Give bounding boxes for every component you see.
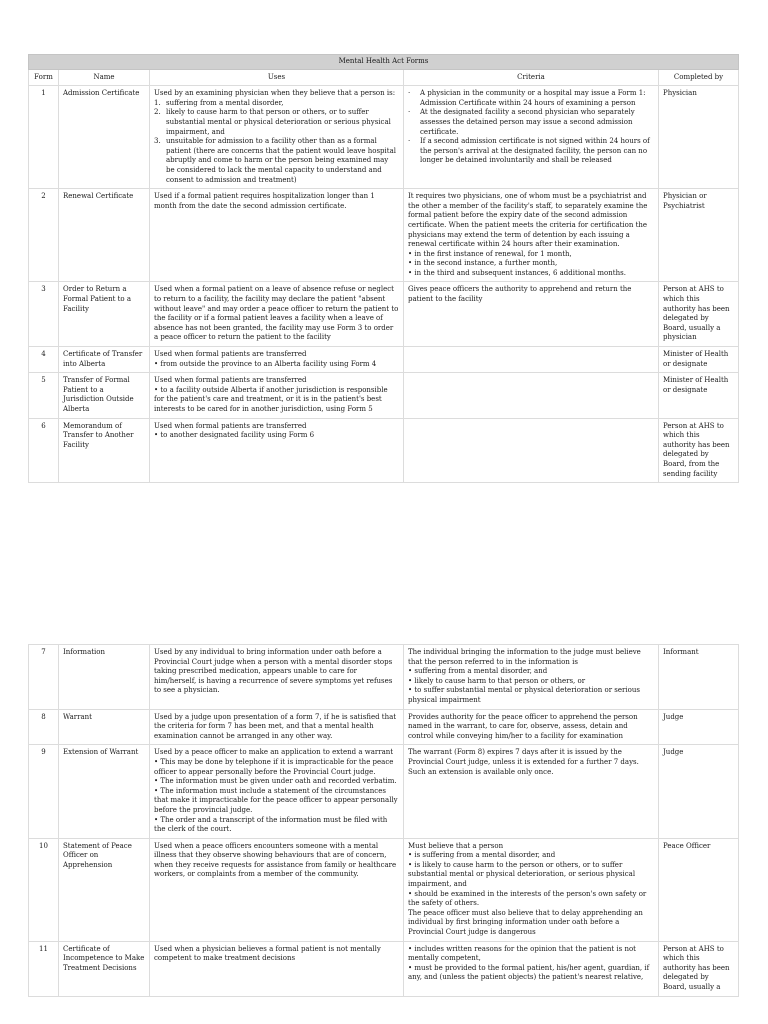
criteria-cell: [404, 282, 659, 347]
forms-table: [28, 54, 739, 483]
table-row: [29, 838, 739, 941]
uses-cell: [150, 645, 404, 710]
criteria-cell: [404, 745, 659, 838]
criteria-line: • is likely to cause harm to the person or others, or to suffer substantial mental or physical deterioration, or serious physical impairment, and: [408, 860, 636, 889]
table-row: [29, 745, 739, 838]
form-name: Admission Certificate: [59, 86, 150, 189]
uses-cell: [150, 347, 404, 373]
forms-table-page-2: [28, 644, 738, 997]
form-name: Certificate of Transfer into Alberta: [59, 347, 150, 373]
uses-text: Used when formal patients are transferred: [154, 376, 307, 385]
form-number: 1: [29, 86, 59, 189]
table-row: [29, 941, 739, 996]
list-marker: ·: [408, 137, 411, 146]
criteria-line: • in the second instance, a further month,: [408, 259, 558, 268]
uses-line: • The information must be given under oath and recorded verbatim.: [154, 777, 397, 786]
list-item-text: unsuitable for admission to a facility other than as a formal patient (there are concerns that the patient would leave hospital abruptly and come to harm or the person being examined may be considered to lack the mental capacity to understand and consent to admission and treatment): [166, 137, 396, 184]
completed-by: Minister of Health or designate: [659, 347, 739, 373]
header-uses: Uses: [150, 69, 404, 86]
form-name: Order to Return a Formal Patient to a Facility: [59, 282, 150, 347]
header-criteria: Criteria: [404, 69, 659, 86]
form-number: 6: [29, 418, 59, 483]
criteria-cell: [404, 373, 659, 418]
form-number: 7: [29, 645, 59, 710]
table-title: Mental Health Act Forms: [29, 55, 739, 70]
criteria-cell: [404, 645, 659, 710]
criteria-line: • in the third and subsequent instances, 6 additional months.: [408, 268, 626, 277]
table-row: [29, 645, 739, 710]
uses-line: • to a facility outside Alberta if another jurisdiction is responsible for the patient's care and treatment, or it is in the patient's best interests to be cared for in another jurisdiction, using Form 5: [154, 385, 388, 413]
table-row: [29, 347, 739, 373]
table-row: [29, 86, 739, 189]
criteria-line: • should be examined in the interests of the person's own safety or the safety of others.: [408, 889, 647, 908]
criteria-line: • likely to cause harm to that person or others, or: [408, 676, 586, 685]
criteria-line: • includes written reasons for the opinion that the patient is not mentally competent,: [408, 944, 636, 963]
completed-by: Minister of Health or designate: [659, 373, 739, 418]
uses-line: • The information must include a statement of the circumstances that make it impracticable for the peace officer to appear personally before the provincial judge.: [154, 786, 398, 814]
form-name: Transfer of Formal Patient to a Jurisdiction Outside Alberta: [59, 373, 150, 418]
form-name: Renewal Certificate: [59, 189, 150, 282]
uses-line: • from outside the province to an Alberta facility using Form 4: [154, 359, 377, 368]
form-name: Statement of Peace Officer on Apprehension: [59, 838, 150, 941]
criteria-line: • to suffer substantial mental or physical deterioration or serious physical impairment: [408, 686, 640, 704]
uses-text: Used by an examining physician when they believe that a person is:: [154, 89, 396, 98]
completed-by: Person at AHS to which this authority has been delegated by Board, usually a physician: [659, 282, 739, 347]
criteria-cell: [404, 941, 659, 996]
completed-by: Person at AHS to which this authority has been delegated by Board, from the sending facility: [659, 418, 739, 483]
form-name: Memorandum of Transfer to Another Facility: [59, 418, 150, 483]
header-name: Name: [59, 69, 150, 86]
completed-by: Physician: [659, 86, 739, 189]
form-number: 11: [29, 941, 59, 996]
criteria-text: Must believe that a person: [408, 841, 504, 850]
form-number: 5: [29, 373, 59, 418]
criteria-line: • suffering from a mental disorder, and: [408, 667, 548, 676]
uses-line: • This may be done by telephone if it is impracticable for the peace officer to appear personally before the Provincial Court judge.: [154, 757, 394, 776]
criteria-cell: [404, 709, 659, 745]
form-number: 9: [29, 745, 59, 838]
list-item-text: suffering from a mental disorder,: [166, 98, 284, 107]
form-number: 8: [29, 709, 59, 745]
uses-text: Used when a formal patient on a leave of absence refuse or neglect to return to a facility, the facility may declare the patient "absent without leave" and may order a peace officer to return the patient to the facility or if a formal patient leaves a facility when a leave of absence has not been granted, the facility may use Form 3 to order a peace officer to return the patient to the facility: [154, 285, 399, 342]
criteria-text: It requires two physicians, one of whom must be a psychiatrist and the other a member of the facility's staff, to separately examine the formal patient before the expiry date of the second admission certificate. When the patient meets the criteria for certification the physicians may extend the term of detention by each issuing a renewal certificate within 24 hours after their examination.: [408, 192, 648, 249]
criteria-cell: [404, 418, 659, 483]
uses-cell: [150, 86, 404, 189]
list-item: [408, 108, 654, 137]
list-item: [408, 137, 654, 166]
criteria-line: • is suffering from a mental disorder, and: [408, 851, 556, 860]
uses-cell: [150, 282, 404, 347]
criteria-text: Provides authority for the peace officer to apprehend the person named in the warrant, to care for, observe, assess, detain and control while conveying him/her to a facility for examination: [408, 712, 638, 740]
uses-list: [154, 99, 399, 185]
form-name: Information: [59, 645, 150, 710]
criteria-text: The warrant (Form 8) expires 7 days after it is issued by the Provincial Court judge, unless it is extended for a further 7 days. Such an extension is available only once.: [408, 748, 639, 776]
criteria-line: • must be provided to the formal patient, his/her agent, guardian, if any, and (unless the patient objects) the patient's nearest relative,: [408, 963, 650, 982]
uses-text: Used by a judge upon presentation of a form 7, if he is satisfied that the criteria for form 7 has been met, and that a mental health examination cannot be arranged in any other way.: [154, 712, 397, 740]
table-row: [29, 189, 739, 282]
completed-by: Informant: [659, 645, 739, 710]
criteria-text: Gives peace officers the authority to apprehend and return the patient to the facility: [408, 285, 632, 304]
completed-by: Physician or Psychiatrist: [659, 189, 739, 282]
list-marker: 2.: [154, 108, 161, 117]
uses-cell: [150, 189, 404, 282]
form-number: 10: [29, 838, 59, 941]
form-name: Warrant: [59, 709, 150, 745]
uses-text: Used when a physician believes a formal patient is not mentally competent to make treatment decisions: [154, 944, 381, 963]
uses-text: Used by any individual to bring information under oath before a Provincial Court judge when a person with a mental disorder stops taking prescribed medication, appears unable to care for him/herself, is having a recurrence of severe symptoms yet refuses to see a physician.: [154, 648, 393, 695]
completed-by: Judge: [659, 745, 739, 838]
table-row: [29, 418, 739, 483]
uses-cell: [150, 373, 404, 418]
forms-table-page-1: [28, 54, 738, 483]
completed-by: Person at AHS to which this authority has been delegated by Board, usually a: [659, 941, 739, 996]
forms-table-continued: [28, 644, 739, 997]
criteria-cell: [404, 838, 659, 941]
list-item: [154, 108, 399, 137]
form-number: 3: [29, 282, 59, 347]
header-row: [29, 69, 739, 86]
uses-cell: [150, 941, 404, 996]
uses-text: Used when formal patients are transferred: [154, 350, 307, 359]
list-item-text: At the designated facility a second physician who separately assesses the detained person may issue a second admission certificate.: [420, 108, 635, 136]
uses-cell: [150, 418, 404, 483]
list-item-text: likely to cause harm to that person or others, or to suffer substantial mental or physical deterioration or serious physical impairment, and: [166, 108, 391, 136]
uses-text: Used when a peace officers encounters someone with a mental illness that they observe showing behaviours that are of concern, when they receive requests for assistance from family or healthcare workers, or complaints from a member of the community.: [154, 841, 397, 879]
completed-by: Peace Officer: [659, 838, 739, 941]
form-name: Extension of Warrant: [59, 745, 150, 838]
completed-by: Judge: [659, 709, 739, 745]
criteria-cell: [404, 189, 659, 282]
uses-text: Used when formal patients are transferred: [154, 421, 307, 430]
uses-line: • to another designated facility using Form 6: [154, 431, 315, 440]
list-item: [154, 99, 399, 109]
form-name: Certificate of Incompetence to Make Treatment Decisions: [59, 941, 150, 996]
criteria-line: • in the first instance of renewal, for 1 month,: [408, 249, 572, 258]
uses-cell: [150, 838, 404, 941]
criteria-list: [408, 89, 654, 166]
uses-cell: [150, 745, 404, 838]
form-number: 2: [29, 189, 59, 282]
uses-line: • The order and a transcript of the information must be filed with the clerk of the court.: [154, 815, 388, 834]
list-item-text: If a second admission certificate is not signed within 24 hours of the person's arrival at the designated facility, the person can no longer be detained involuntarily and shall be released: [420, 137, 650, 165]
uses-cell: [150, 709, 404, 745]
criteria-cell: [404, 347, 659, 373]
table-row: [29, 709, 739, 745]
header-form: Form: [29, 69, 59, 86]
header-completed-by: Completed by: [659, 69, 739, 86]
uses-text: Used if a formal patient requires hospitalization longer than 1 month from the date the second admission certificate.: [154, 192, 375, 210]
list-item: [154, 137, 399, 185]
list-item-text: A physician in the community or a hospital may issue a Form 1: Admission Certificate within 24 hours of examining a person: [420, 89, 646, 107]
table-row: [29, 373, 739, 418]
form-number: 4: [29, 347, 59, 373]
list-marker: ·: [408, 108, 411, 117]
criteria-cell: [404, 86, 659, 189]
list-marker: 1.: [154, 98, 161, 107]
list-item: [408, 89, 654, 108]
criteria-text: The individual bringing the information to the judge must believe that the person referred to in the information is: [408, 648, 641, 666]
table-title-row: [29, 55, 739, 70]
criteria-line: The peace officer must also believe that to delay apprehending an individual by first bringing information under oath before a Provincial Court judge is dangerous: [408, 908, 643, 937]
uses-text: Used by a peace officer to make an application to extend a warrant: [154, 748, 394, 757]
table-row: [29, 282, 739, 347]
list-marker: ·: [408, 89, 411, 98]
list-marker: 3.: [154, 137, 161, 146]
